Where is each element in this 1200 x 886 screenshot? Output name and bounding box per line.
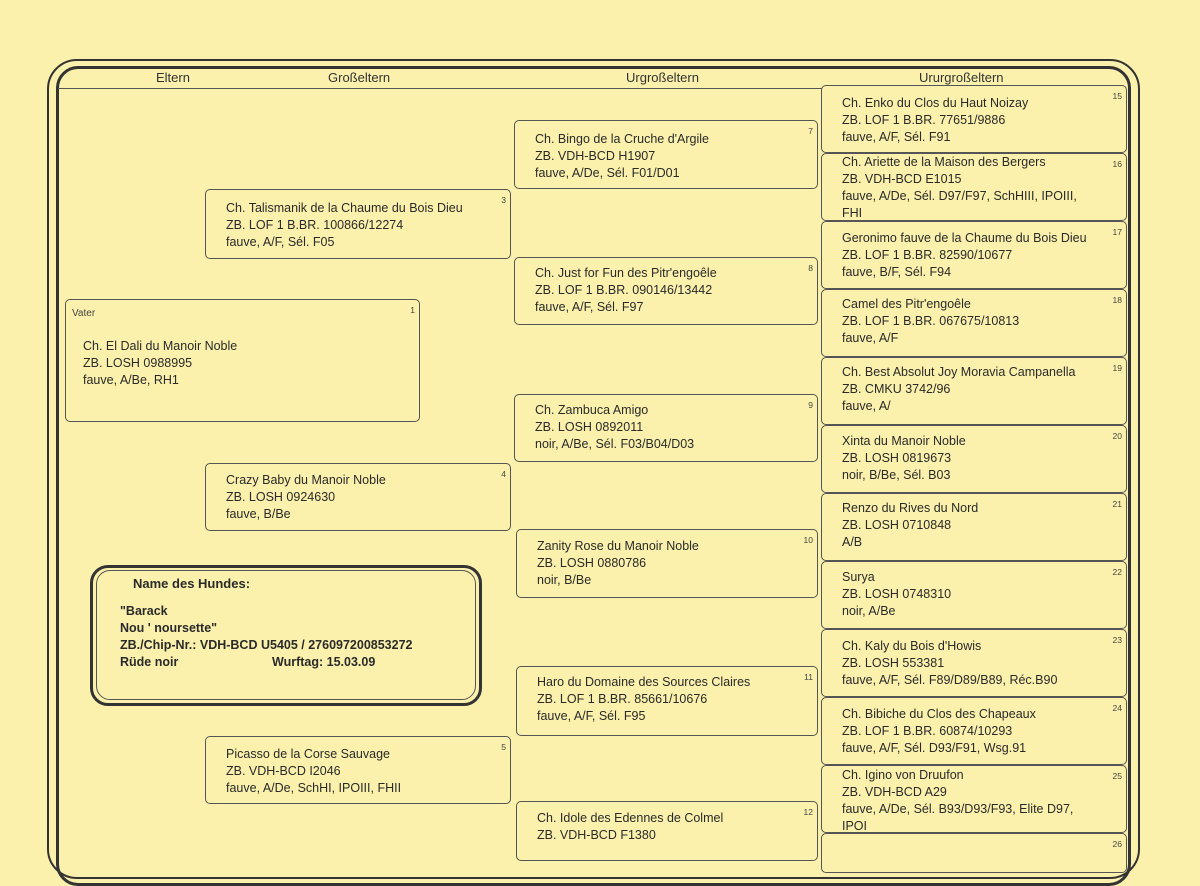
dog-info: fauve, A/F, Sél. F91 — [842, 130, 951, 144]
great-great-grandparent-box-18 — [821, 289, 1127, 357]
great-great-grandparent-box-17 — [821, 221, 1127, 289]
dog-info: fauve, A/De, Sél. D97/F97, SchHIII, IPOIII, — [842, 189, 1077, 203]
dog-name: Zanity Rose du Manoir Noble — [537, 539, 699, 553]
dog-registration: ZB. LOF 1 B.BR. 85661/10676 — [537, 692, 708, 706]
dog-info: fauve, A/F, Sél. F95 — [537, 709, 646, 723]
great-great-grandparent-box-21 — [821, 493, 1127, 561]
dog-info: fauve, A/F, Sél. F97 — [535, 300, 644, 314]
dog-name: Ch. Zambuca Amigo — [535, 403, 649, 417]
dog-registration: ZB. LOF 1 B.BR. 60874/10293 — [842, 724, 1013, 738]
dog-name: Geronimo fauve de la Chaume du Bois Dieu — [842, 231, 1087, 245]
box-number: 20 — [1112, 431, 1122, 441]
dog-nickname: Nou ' noursette" — [120, 621, 218, 635]
dog-name: Surya — [842, 570, 875, 584]
dog-registration: ZB. VDH-BCD H1907 — [535, 149, 656, 163]
box-number: 5 — [501, 742, 506, 752]
dog-name: Ch. Idole des Edennes de Colmel — [537, 811, 724, 825]
dog-registration: ZB. LOF 1 B.BR. 100866/12274 — [226, 218, 404, 232]
box-number: 25 — [1112, 771, 1122, 781]
dog-registration: ZB. LOSH 0924630 — [226, 490, 336, 504]
grandparent-box-3 — [205, 189, 511, 259]
dog-info: fauve, B/F, Sél. F94 — [842, 265, 952, 279]
dog-name: Xinta du Manoir Noble — [842, 434, 966, 448]
dog-info-continued: IPOI — [842, 819, 868, 833]
dog-info: fauve, A/De, Sél. B93/D93/F93, Elite D97, — [842, 802, 1074, 816]
dog-name: Ch. Ariette de la Maison des Bergers — [842, 155, 1046, 169]
dog-name: Ch. Kaly du Bois d'Howis — [842, 639, 982, 653]
dog-registration: ZB. LOF 1 B.BR. 77651/9886 — [842, 113, 1006, 127]
column-header-urgrosseltern: Urgroßeltern — [626, 70, 699, 85]
dog-name: Ch. Just for Fun des Pitr'engoêle — [535, 266, 717, 280]
dog-info: fauve, A/ — [842, 399, 891, 413]
dog-info: fauve, A/F, Sél. F05 — [226, 235, 335, 249]
dog-name: Picasso de la Corse Sauvage — [226, 747, 390, 761]
box-number: 10 — [803, 535, 813, 545]
great-great-grandparent-box-23 — [821, 629, 1127, 697]
dog-registration: ZB. VDH-BCD F1380 — [537, 828, 656, 842]
box-number: 23 — [1112, 635, 1122, 645]
dog-info: fauve, B/Be — [226, 507, 291, 521]
great-great-grandparent-box-19 — [821, 357, 1127, 425]
box-number: 18 — [1112, 295, 1122, 305]
dog-name: Ch. Igino von Druufon — [842, 768, 964, 782]
great-grandparent-box-11 — [516, 666, 818, 736]
dog-name: Ch. Bibiche du Clos des Chapeaux — [842, 707, 1036, 721]
great-great-grandparent-box-24 — [821, 697, 1127, 765]
column-header-ururgrosseltern: Ururgroßeltern — [919, 70, 1004, 85]
box-number: 22 — [1112, 567, 1122, 577]
dog-name: Camel des Pitr'engoêle — [842, 297, 971, 311]
dog-info: noir, B/Be, Sél. B03 — [842, 468, 951, 482]
dog-registration: ZB. CMKU 3742/96 — [842, 382, 951, 396]
dog-name: Ch. Talismanik de la Chaume du Bois Dieu — [226, 201, 463, 215]
dog-registration: ZB. VDH-BCD E1015 — [842, 172, 962, 186]
dog-name: Haro du Domaine des Sources Claires — [537, 675, 751, 689]
great-grandparent-box-9 — [514, 394, 818, 462]
dog-chip-number: ZB./Chip-Nr.: VDH-BCD U5405 / 276097200853272 — [120, 638, 413, 652]
dog-birth-date: Wurftag: 15.03.09 — [272, 655, 376, 669]
great-great-grandparent-box-25 — [821, 765, 1127, 833]
grandparent-box-4 — [205, 463, 511, 531]
box-number: 1 — [410, 305, 415, 315]
dog-info: fauve, A/F, Sél. F89/D89/B89, Réc.B90 — [842, 673, 1058, 687]
great-grandparent-box-10 — [516, 529, 818, 598]
box-number: 7 — [808, 126, 813, 136]
dog-name-title: Name des Hundes: — [133, 576, 251, 591]
box-number: 3 — [501, 195, 506, 205]
dog-info: A/B — [842, 535, 863, 549]
dog-name: Crazy Baby du Manoir Noble — [226, 473, 386, 487]
box-number: 24 — [1112, 703, 1122, 713]
dog-name: Ch. Best Absolut Joy Moravia Campanella — [842, 365, 1076, 379]
box-number: 15 — [1112, 91, 1122, 101]
great-great-grandparent-box-20 — [821, 425, 1127, 493]
box-number: 17 — [1112, 227, 1122, 237]
dog-name: Renzo du Rives du Nord — [842, 501, 979, 515]
great-grandparent-box-12 — [516, 801, 818, 861]
box-number: 12 — [803, 807, 813, 817]
column-header-grosseltern: Großeltern — [328, 70, 391, 85]
dog-info: fauve, A/De, SchHI, IPOIII, FHII — [226, 781, 402, 795]
dog-sex-color: Rüde noir — [120, 655, 179, 669]
box-number: 21 — [1112, 499, 1122, 509]
box-number: 26 — [1112, 839, 1122, 849]
dog-registration: ZB. VDH-BCD A29 — [842, 785, 947, 799]
box-number: 16 — [1112, 159, 1122, 169]
dog-info: noir, A/Be, Sél. F03/B04/D03 — [535, 437, 695, 451]
box-number: 19 — [1112, 363, 1122, 373]
dog-registration: ZB. LOF 1 B.BR. 82590/10677 — [842, 248, 1013, 262]
dog-info: fauve, A/F, Sél. D93/F91, Wsg.91 — [842, 741, 1027, 755]
dog-call-name: "Barack — [120, 604, 168, 618]
dog-info: fauve, A/De, Sél. F01/D01 — [535, 166, 680, 180]
dog-name: Ch. Bingo de la Cruche d'Argile — [535, 132, 710, 146]
dog-info: noir, B/Be — [537, 573, 592, 587]
dog-info: fauve, A/F — [842, 331, 899, 345]
dog-name: Ch. Enko du Clos du Haut Noizay — [842, 96, 1029, 110]
dog-name: Ch. El Dali du Manoir Noble — [83, 339, 238, 353]
parent-box-vater — [65, 299, 420, 422]
dog-registration: ZB. LOSH 0988995 — [83, 356, 193, 370]
dog-info: fauve, A/Be, RH1 — [83, 373, 179, 387]
box-number: 4 — [501, 469, 506, 479]
dog-info-continued: FHI — [842, 206, 863, 220]
great-great-grandparent-box-16 — [821, 153, 1127, 221]
dog-registration: ZB. LOSH 553381 — [842, 656, 945, 670]
dog-registration: ZB. LOSH 0710848 — [842, 518, 952, 532]
grandparent-box-5 — [205, 736, 511, 804]
box-number: 9 — [808, 400, 813, 410]
great-great-grandparent-box-22 — [821, 561, 1127, 629]
dog-registration: ZB. LOF 1 B.BR. 067675/10813 — [842, 314, 1020, 328]
dog-registration: ZB. LOSH 0819673 — [842, 451, 952, 465]
great-grandparent-box-8 — [514, 257, 818, 325]
box-number: 8 — [808, 263, 813, 273]
dog-registration: ZB. VDH-BCD I2046 — [226, 764, 341, 778]
dog-registration: ZB. LOF 1 B.BR. 090146/13442 — [535, 283, 713, 297]
column-header-eltern: Eltern — [156, 70, 190, 85]
great-great-grandparent-box-15 — [821, 85, 1127, 153]
great-grandparent-box-7 — [514, 120, 818, 189]
dog-info: noir, A/Be — [842, 604, 896, 618]
dog-registration: ZB. LOSH 0748310 — [842, 587, 952, 601]
dog-registration: ZB. LOSH 0880786 — [537, 556, 647, 570]
great-great-grandparent-box-26 — [821, 833, 1127, 873]
box-number: 11 — [804, 672, 813, 682]
dog-registration: ZB. LOSH 0892011 — [535, 420, 644, 434]
vater-label: Vater — [72, 308, 96, 319]
